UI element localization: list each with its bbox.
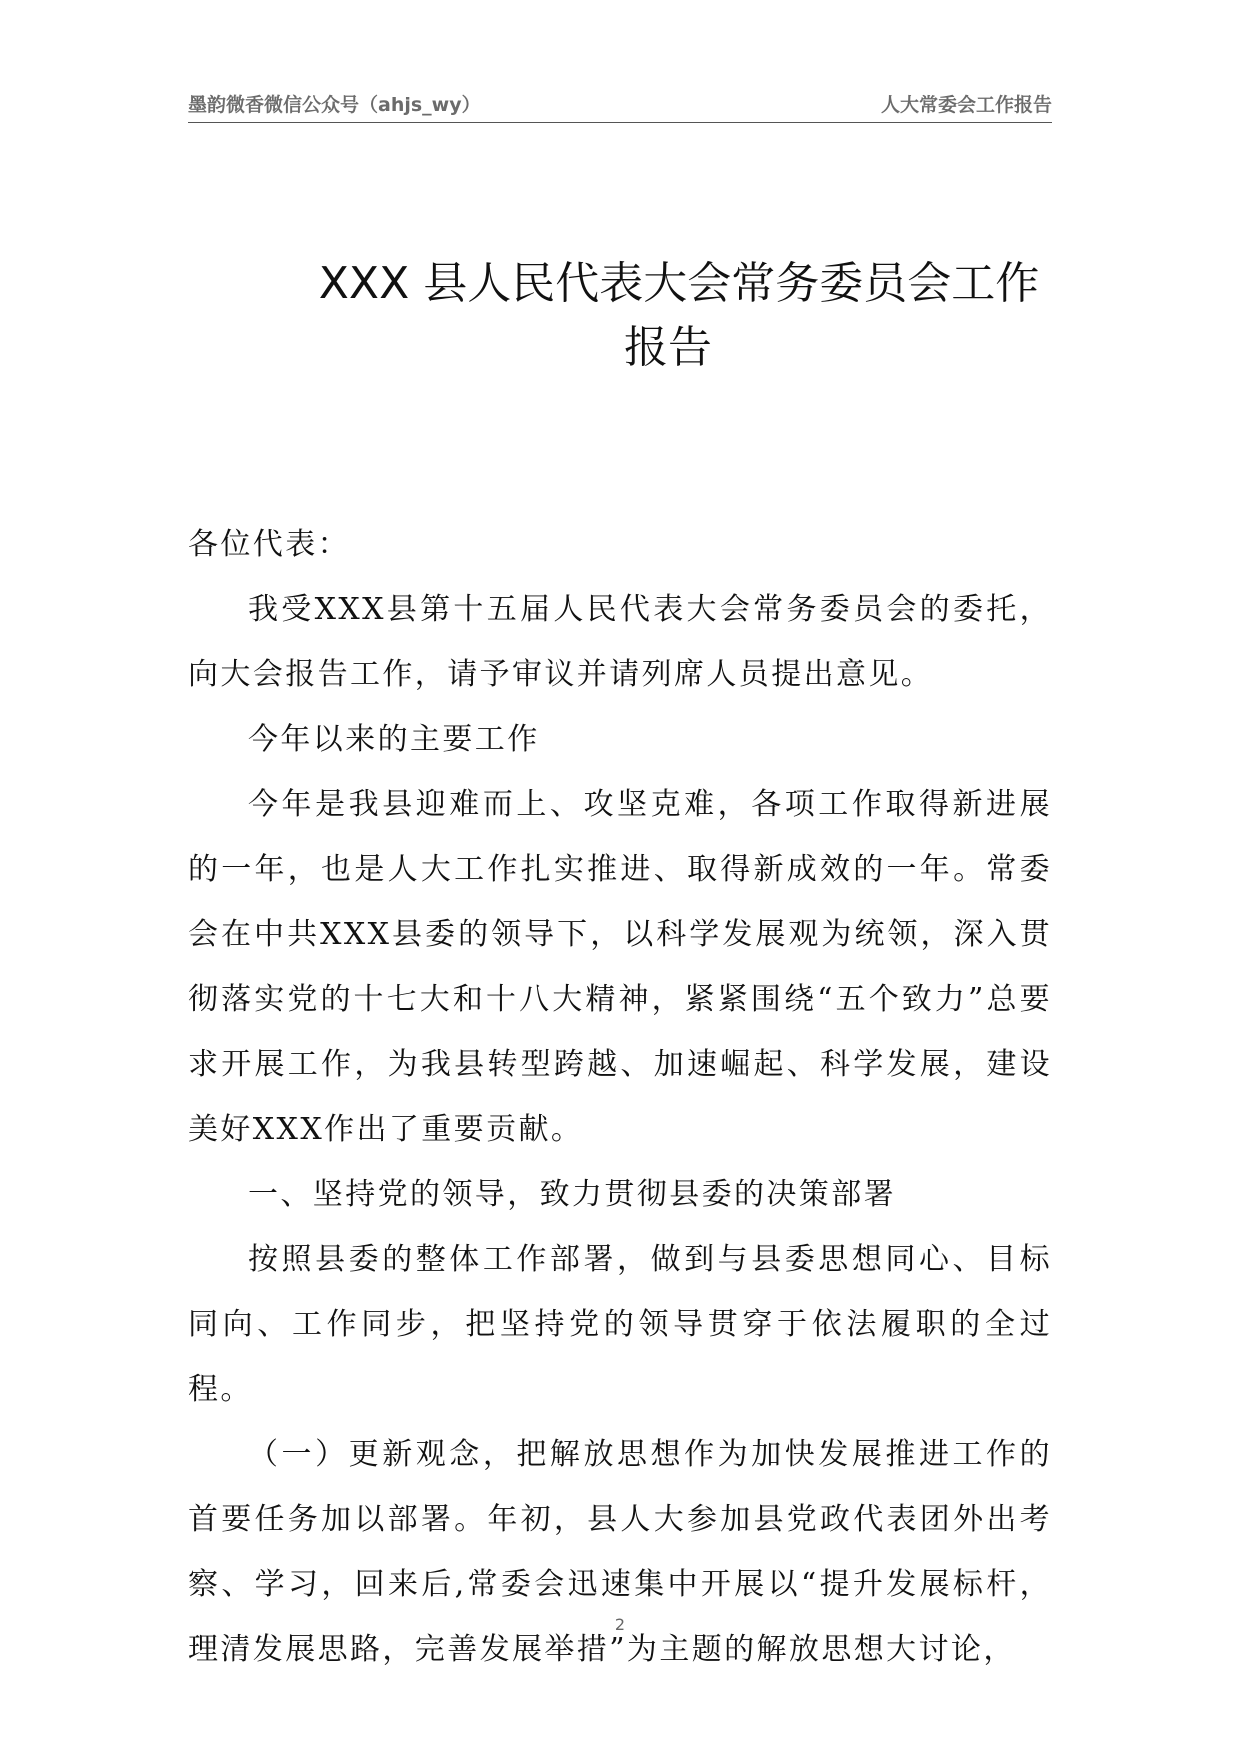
document-title: [188, 252, 1052, 380]
document-body: [188, 512, 1052, 1682]
salutation: 各位代表：: [188, 527, 350, 562]
paragraph: 按照县委的整体工作部署，做到与县委思想同心、目标同向、工作同步，把坚持党的领导贯穿于依法履职的全过程。: [188, 1242, 1052, 1407]
document-title-line-1: XXX 县人民代表大会常务委员会工作: [318, 258, 1040, 309]
document-title-line-2: 报告: [624, 322, 712, 373]
paragraph: 我受XXX县第十五届人民代表大会常务委员会的委托，向大会报告工作，请予审议并请列席人员提出意见。: [188, 592, 1052, 692]
page-number: 2: [614, 1615, 626, 1634]
section-heading: 今年以来的主要工作: [248, 722, 540, 757]
section-heading: 一、坚持党的领导，致力贯彻县委的决策部署: [248, 1177, 896, 1212]
header-source-label: 墨韵微香微信公众号（ahjs_wy）: [188, 94, 481, 116]
paragraph: （一）更新观念，把解放思想作为加快发展推进工作的首要任务加以部署。年初，县人大参加县党政代表团外出考察、学习，回来后,常委会迅速集中开展以“提升发展标杆，理清发展思路，完善发展举措”为主题的解放思想大讨论，: [188, 1437, 1052, 1667]
page-header: [188, 88, 1052, 123]
paragraph: 今年是我县迎难而上、攻坚克难，各项工作取得新进展的一年，也是人大工作扎实推进、取得新成效的一年。常委会在中共XXX县委的领导下，以科学发展观为统领，深入贯彻落实党的十七大和十八大精神，紧紧围绕“五个致力”总要求开展工作，为我县转型跨越、加速崛起、科学发展，建设美好XXX作出了重要贡献。: [188, 787, 1052, 1147]
header-document-label: 人大常委会工作报告: [880, 94, 1052, 116]
